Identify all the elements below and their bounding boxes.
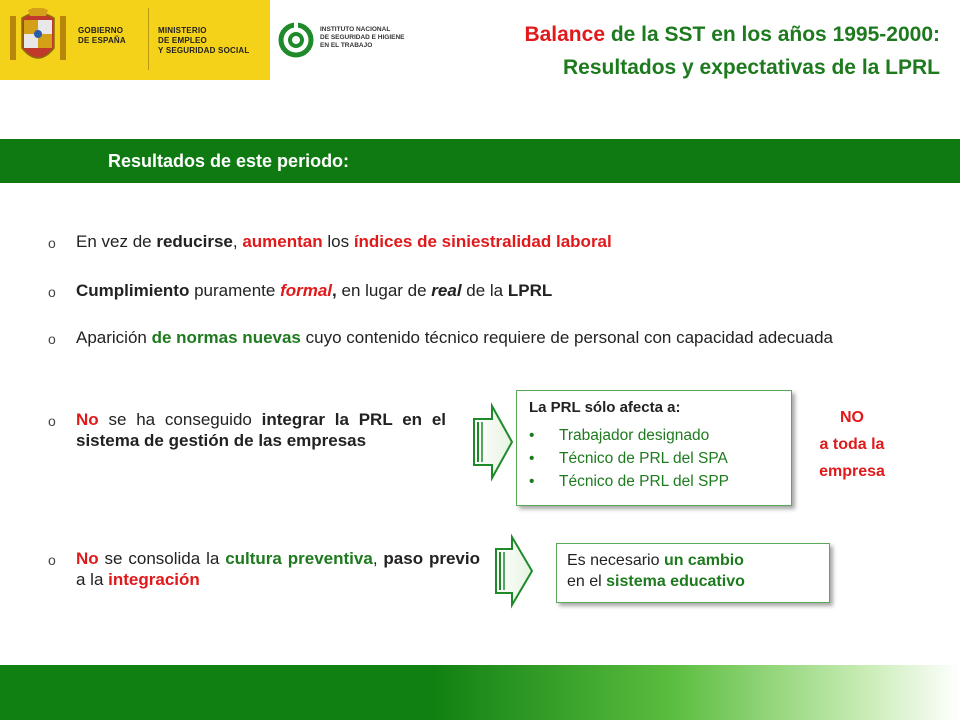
- no-whole-company-note: NO a toda la empresa: [819, 409, 885, 480]
- title-rest: de la SST en los años 1995-2000:: [605, 23, 940, 46]
- bullet-item: [48, 280, 868, 301]
- bullet-marker: o: [48, 284, 56, 300]
- arrow-right-icon: [492, 533, 536, 609]
- government-label: GOBIERNO DE ESPAÑA: [78, 26, 126, 45]
- bullet-item: [48, 548, 480, 590]
- bullet-item: [48, 409, 446, 451]
- footer-gradient-bar: [0, 665, 960, 720]
- prl-scope-list: [529, 424, 729, 493]
- prl-scope-box: [516, 390, 792, 506]
- bullet-item: [48, 231, 868, 252]
- list-item: • Trabajador designado: [529, 427, 710, 444]
- bullet-marker: o: [48, 552, 56, 568]
- title-line2: Resultados y expectativas de la LPRL: [563, 56, 940, 79]
- government-banner: [0, 0, 270, 80]
- list-item: • Técnico de PRL del SPA: [529, 450, 728, 467]
- bullet-text: Cumplimiento puramente formal, en lugar de real de la LPRL: [76, 281, 553, 300]
- section-bar: [0, 139, 960, 183]
- bullet-text: No se consolida la cultura preventiva, paso previo a la integración: [76, 549, 480, 589]
- bullet-marker: o: [48, 331, 56, 347]
- prl-scope-header: La PRL sólo afecta a:: [529, 399, 681, 416]
- title-highlight: Balance: [524, 23, 605, 46]
- bullet-text: En vez de reducirse, aumentan los índices de siniestralidad laboral: [76, 232, 612, 251]
- section-label: Resultados de este periodo:: [108, 151, 350, 171]
- bullet-marker: o: [48, 413, 56, 429]
- education-change-text: Es necesario un cambio en el sistema educativo: [567, 552, 745, 590]
- insht-logo-icon: [278, 22, 314, 58]
- arrow-right-icon: [470, 402, 516, 482]
- education-change-box: [556, 543, 830, 603]
- page-title: [524, 18, 940, 84]
- bullet-text: No se ha conseguido integrar la PRL en el sistema de gestión de las empresas: [76, 410, 446, 450]
- ministry-label: MINISTERIO DE EMPLEO Y SEGURIDAD SOCIAL: [158, 26, 250, 55]
- list-item: • Técnico de PRL del SPP: [529, 473, 730, 490]
- banner-divider: [148, 8, 149, 70]
- bullet-text: Aparición de normas nuevas cuyo contenido técnico requiere de personal con capacidad adecuada: [76, 328, 833, 347]
- insht-label: INSTITUTO NACIONAL DE SEGURIDAD E HIGIENE EN EL TRABAJO: [320, 26, 405, 49]
- bullet-marker: o: [48, 235, 56, 251]
- coat-of-arms-icon: [10, 8, 66, 72]
- bullet-item: [48, 327, 860, 348]
